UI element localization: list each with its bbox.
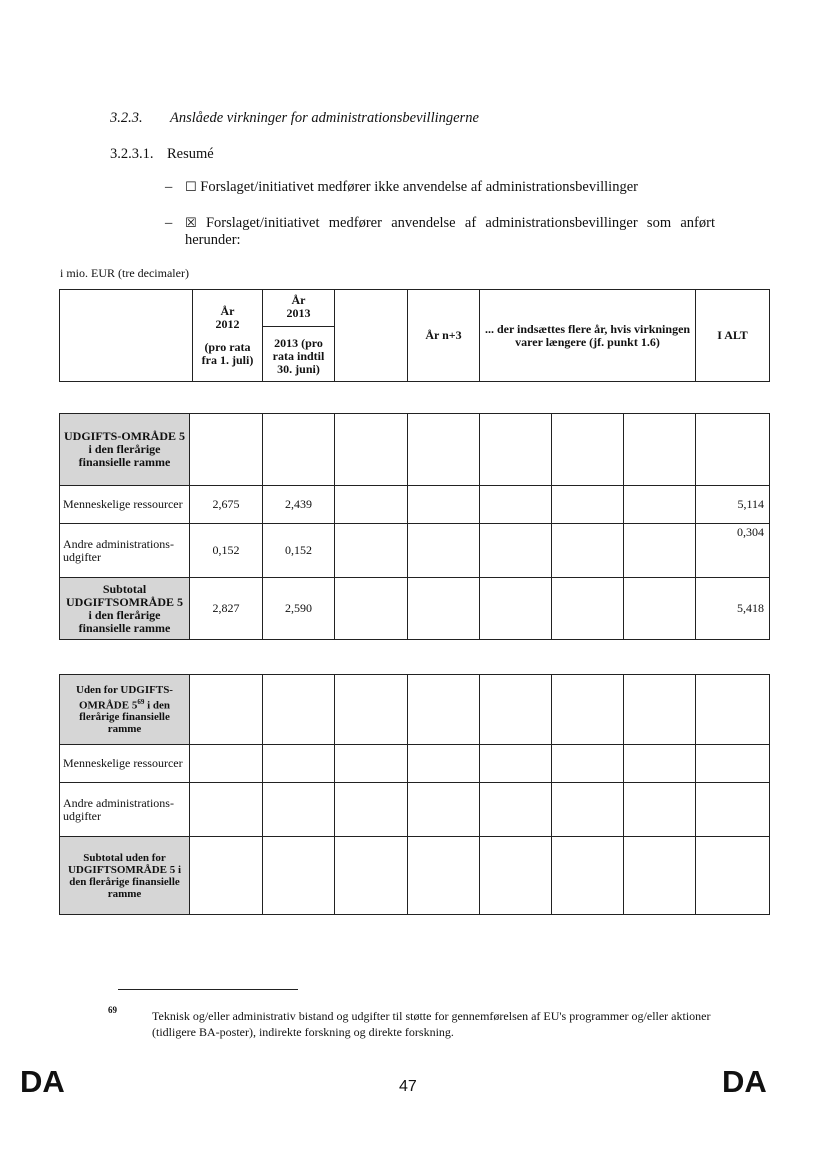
option-used <box>185 215 715 249</box>
table-row <box>60 783 770 837</box>
checkbox-checked-icon: ☒ <box>185 216 197 231</box>
option-dash: – <box>165 215 173 231</box>
outside-heading5-table <box>59 674 770 915</box>
page-number: 47 <box>399 1078 417 1095</box>
unit-note: i mio. EUR (tre decimaler) <box>60 266 189 280</box>
subtotal-2012: 2,827 <box>190 578 263 640</box>
footnote-ref: 69 <box>137 697 145 706</box>
header-year-2012: År 2012 (pro rata fra 1. juli) <box>193 290 263 382</box>
row-label: Andre administrations-udgifter <box>60 783 190 837</box>
value-2013: 0,152 <box>263 524 335 578</box>
header-empty-cell <box>335 290 408 382</box>
value-2012: 0,152 <box>190 524 263 578</box>
table-row <box>60 486 770 524</box>
option-dash: – <box>165 179 173 195</box>
option-not-used <box>185 179 715 196</box>
value-total: 0,304 <box>696 524 770 578</box>
row-label: Menneskelige ressourcer <box>60 486 190 524</box>
value-2013: 2,439 <box>263 486 335 524</box>
header-more-years: ... der indsættes flere år, hvis virkningen varer længere (jf. punkt 1.6) <box>480 290 696 382</box>
footnote-separator <box>118 989 298 990</box>
table-row <box>60 837 770 915</box>
table-row <box>60 414 770 486</box>
language-code-left: DA <box>20 1064 65 1099</box>
header-table <box>59 289 770 382</box>
subsection-title: Resumé <box>167 146 214 162</box>
header-year-2013: År 2013 2013 (pro rata indtil 30. juni) <box>263 290 335 382</box>
table-row <box>60 524 770 578</box>
value-total: 5,114 <box>696 486 770 524</box>
checkbox-empty-icon: ☐ <box>185 180 197 195</box>
footnote-text: Teknisk og/eller administrativ bistand og udgifter til støtte for gennemførelsen af EU's programmer og/eller aktioner (tidligere BA-poster), indirekte forskning og direkte forskning. <box>152 1009 711 1039</box>
footnote-number: 69 <box>108 1005 117 1015</box>
table-row <box>60 745 770 783</box>
table-row <box>60 578 770 640</box>
subtotal-total: 5,418 <box>696 578 770 640</box>
section-number: 3.2.3. <box>110 110 143 126</box>
header-year-n3: År n+3 <box>408 290 480 382</box>
option-used-text: Forslaget/initiativet medfører anvendelse af administrationsbevillinger som anført herunder: <box>185 215 715 248</box>
outside-heading5-label: Uden for UDGIFTS-OMRÅDE $5^{69}$ i den flerårige finansielle ramme <box>60 675 190 745</box>
subsection-number: 3.2.3.1. <box>110 146 154 162</box>
heading5-table <box>59 413 770 640</box>
header-total: I ALT <box>696 290 770 382</box>
table-row <box>60 675 770 745</box>
subtotal-label: Subtotal uden for UDGIFTSOMRÅDE 5 i den flerårige finansielle ramme <box>60 837 190 915</box>
heading5-label: UDGIFTS-OMRÅDE 5 i den flerårige finansielle ramme <box>60 414 190 486</box>
language-code-right: DA <box>722 1064 767 1099</box>
subtotal-label: Subtotal UDGIFTSOMRÅDE 5 i den flerårige finansielle ramme <box>60 578 190 640</box>
subtotal-2013: 2,590 <box>263 578 335 640</box>
header-empty-cell <box>60 290 193 382</box>
value-2012: 2,675 <box>190 486 263 524</box>
option-not-used-text: Forslaget/initiativet medfører ikke anvendelse af administrationsbevillinger <box>200 179 638 195</box>
row-label: Menneskelige ressourcer <box>60 745 190 783</box>
section-title: Anslåede virkninger for administrationsbevillingerne <box>170 110 479 126</box>
row-label: Andre administrations-udgifter <box>60 524 190 578</box>
